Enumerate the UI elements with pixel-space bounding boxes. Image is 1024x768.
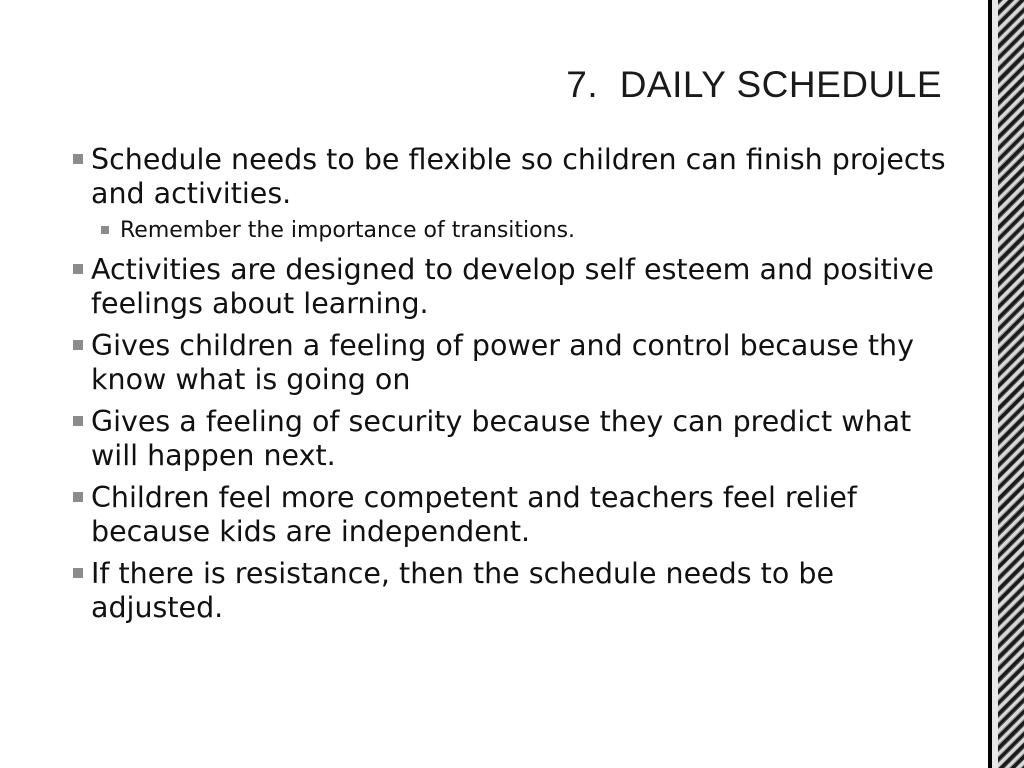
list-item bbox=[72, 481, 962, 549]
square-bullet-icon bbox=[73, 416, 83, 426]
list-item bbox=[72, 329, 962, 397]
square-bullet-icon bbox=[101, 226, 109, 234]
list-item bbox=[72, 557, 962, 625]
bullet-text: Gives children a feeling of power and control because thy know what is going on bbox=[91, 329, 914, 396]
bullet-text: Schedule needs to be flexible so children can finish projects and activities. bbox=[91, 143, 946, 210]
list-item bbox=[72, 405, 962, 473]
bullet-text: Activities are designed to develop self esteem and positive feelings about learning. bbox=[91, 253, 934, 320]
slide-body bbox=[72, 143, 962, 633]
square-bullet-icon bbox=[73, 492, 83, 502]
square-bullet-icon bbox=[73, 568, 83, 578]
square-bullet-icon bbox=[73, 154, 83, 164]
square-bullet-icon bbox=[73, 340, 83, 350]
slide-title: 7. DAILY SCHEDULE bbox=[566, 64, 942, 105]
sub-bullet-list bbox=[91, 217, 962, 245]
bullet-list bbox=[72, 143, 962, 625]
list-item bbox=[72, 143, 962, 245]
sub-bullet-text: Remember the importance of transitions. bbox=[120, 218, 576, 243]
bullet-text: Gives a feeling of security because they can predict what will happen next. bbox=[91, 405, 912, 472]
bullet-text: Children feel more competent and teachers feel relief because kids are independent. bbox=[91, 481, 857, 548]
bullet-text: If there is resistance, then the schedule needs to be adjusted. bbox=[91, 557, 834, 624]
square-bullet-icon bbox=[73, 264, 83, 274]
list-item bbox=[72, 253, 962, 321]
sub-list-item bbox=[97, 217, 962, 245]
decorative-side-band bbox=[988, 0, 1024, 768]
